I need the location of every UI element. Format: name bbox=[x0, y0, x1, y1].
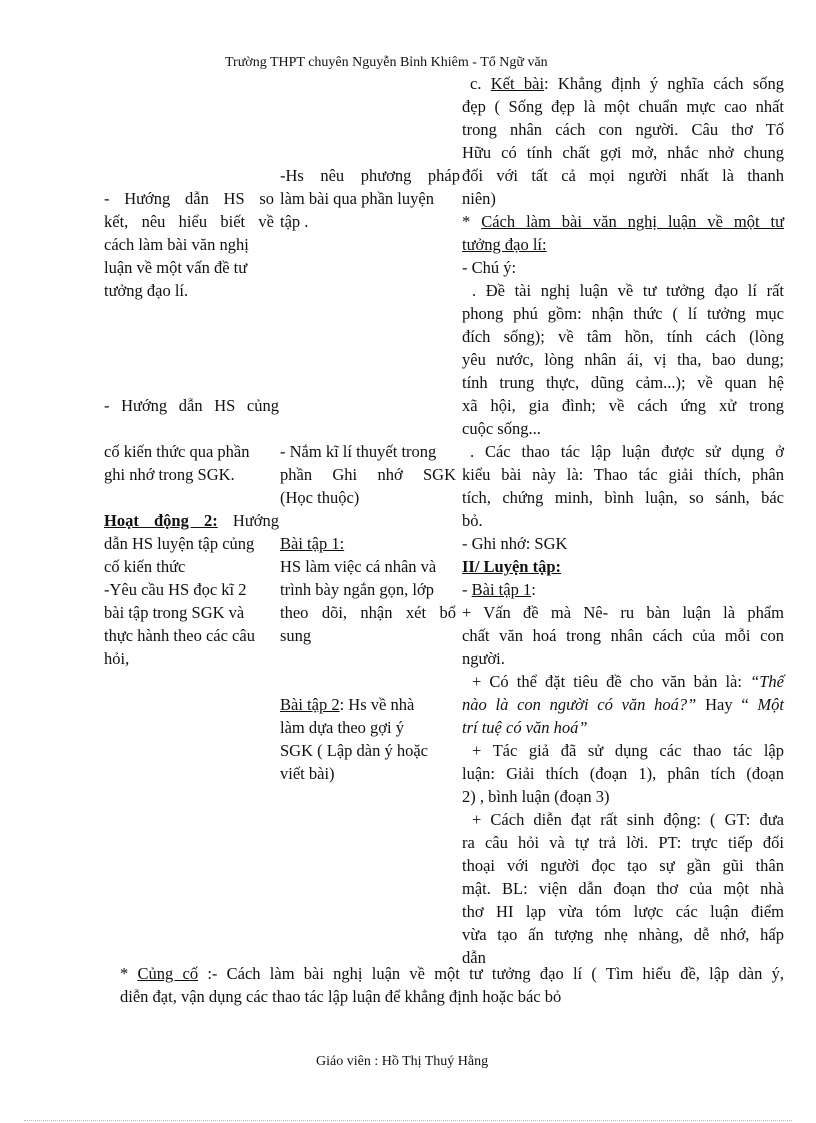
ex1-title-line: - Bài tập 1: bbox=[462, 580, 536, 599]
guide-line-2: kết, nêu hiểu biết về bbox=[104, 212, 274, 231]
method-line-2: làm bài qua phần luyện bbox=[280, 189, 434, 208]
conclusion-heading: Kết bài bbox=[490, 74, 545, 93]
memo: - Ghi nhớ: SGK bbox=[462, 534, 568, 553]
activity2-label: Hoạt động 2: bbox=[104, 511, 218, 530]
ex1-title-suggestion-2: nào là con người có văn hoá?” Hay “ Một bbox=[462, 695, 784, 714]
ops-line-1: . Các thao tác lập luận được sử dụng ở bbox=[470, 442, 784, 461]
ops-used-line-5: ra câu hỏi và tự trả lời. PT: trực tiếp đối bbox=[462, 833, 784, 852]
page-header: Trường THPT chuyên Nguyễn Bỉnh Khiêm - Tổ Ngữ văn bbox=[225, 55, 548, 70]
exercise2-title: Bài tập 2 bbox=[280, 695, 340, 714]
ex1-title: Bài tập 1 bbox=[471, 580, 532, 599]
ops-line-4: bỏ. bbox=[462, 511, 483, 530]
ex1-line-1: + Vấn đề mà Nê- ru bàn luận là phẩm bbox=[462, 603, 784, 622]
ops-used-line-4: + Cách diễn đạt rất sinh động: ( GT: đưa bbox=[472, 810, 784, 829]
exercise1-line-4: sung bbox=[280, 626, 312, 645]
guide-line-3: cách làm bài văn nghị bbox=[104, 235, 249, 254]
exercise1-line-3: theo dõi, nhận xét bổ bbox=[280, 603, 456, 622]
guide-line-5: tưởng đạo lí. bbox=[104, 281, 189, 300]
ops-line-3: tích, chứng minh, bình luận, so sánh, bác bbox=[462, 488, 784, 507]
ops-used-line-6: thoại với người đọc tạo sự gần gũi thân bbox=[462, 856, 784, 875]
consolidate-line-2: cố kiến thức qua phần bbox=[104, 442, 250, 461]
method-title-line-1: * Cách làm bài văn nghị luận về một tư bbox=[462, 212, 785, 231]
consolidation-label: Củng cố bbox=[137, 964, 199, 983]
theory-line-2: phần Ghi nhớ SGK bbox=[280, 465, 456, 484]
request-line-4: hỏi, bbox=[104, 649, 130, 668]
method-note: - Chú ý: bbox=[462, 258, 517, 277]
conclusion-line-1: c. Kết bài: Khẳng định ý nghĩa cách sống bbox=[470, 74, 784, 93]
method-title-line-2: tưởng đạo lí: bbox=[462, 235, 547, 254]
method-line-c: đích sống); về tâm hồn, tính cách (lòng bbox=[462, 327, 784, 346]
method-line-d: yêu nước, lòng nhân ái, vị tha, bao dung; bbox=[462, 350, 784, 369]
exercise2-line-3: SGK ( Lập dàn ý hoặc bbox=[280, 741, 429, 760]
guide-line-4: luận về một vấn đề tư bbox=[104, 258, 248, 277]
consolidate-line-3: ghi nhớ trong SGK. bbox=[104, 465, 235, 484]
ops-used-line-7: mật. BL: viện dẫn đoạn thơ của một nhà bbox=[462, 879, 784, 898]
conclusion-line-5: đối với tất cả mọi người nhất là thanh bbox=[462, 166, 784, 185]
exercise2-line-2: làm dựa theo gợi ý bbox=[280, 718, 404, 737]
request-line-2: bài tập trong SGK và bbox=[104, 603, 245, 622]
ex1-line-3: người. bbox=[462, 649, 505, 668]
method-line-a: . Đề tài nghị luận về tư tưởng đạo lí rất bbox=[472, 281, 784, 300]
method-line-3: tập . bbox=[280, 212, 309, 231]
practice-title: II/ Luyện tập: bbox=[462, 557, 562, 576]
activity2-line-2: dẫn HS luyện tập củng bbox=[104, 534, 255, 553]
ex1-title-suggestion-3: trí tuệ có văn hoá” bbox=[462, 718, 588, 737]
activity2-line-3: cố kiến thức bbox=[104, 557, 186, 576]
exercise2-line-1: Bài tập 2: Hs về nhà bbox=[280, 695, 415, 714]
ex1-title-suggestion: + Có thể đặt tiêu đề cho văn bản là: “Thế bbox=[472, 672, 784, 691]
method-line-g: cuộc sống... bbox=[462, 419, 541, 438]
request-line-3: thực hành theo các câu bbox=[104, 626, 255, 645]
theory-line-1: - Nắm kĩ lí thuyết trong bbox=[280, 442, 437, 461]
page-bottom-divider bbox=[24, 1120, 792, 1121]
ops-line-2: kiểu bài này là: Thao tác giải thích, phân bbox=[462, 465, 784, 484]
guide-line-1: - Hướng dẫn HS so bbox=[104, 189, 274, 208]
method-line-f: xã hội, gia đình; về cách ứng xử trong bbox=[462, 396, 784, 415]
exercise1-title: Bài tập 1: bbox=[280, 534, 345, 553]
method-line-1: -Hs nêu phương pháp bbox=[280, 166, 460, 185]
consolidate-line-1: - Hướng dẫn HS củng bbox=[104, 396, 279, 415]
ops-used-line-2: luận: Giải thích (đoạn 1), phân tích (đoạn bbox=[462, 764, 784, 783]
ops-used-line-9: vừa tạo ấn tượng nhẹ nhàng, dễ nhớ, hấp bbox=[462, 925, 784, 944]
ops-used-line-1: + Tác giả đã sử dụng các thao tác lập bbox=[472, 741, 784, 760]
ops-used-line-8: thơ HI lạp vừa tóm lược các luận điểm bbox=[462, 902, 784, 921]
consolidation-line-1: * Củng cố :- Cách làm bài nghị luận về một tư tưởng đạo lí ( Tìm hiểu đề, lập dàn ý, bbox=[120, 964, 784, 983]
consolidation-line-2: diễn đạt, vận dụng các thao tác lập luận để khẳng định hoặc bác bỏ bbox=[120, 987, 562, 1006]
exercise1-line-2: trình bày ngắn gọn, lớp bbox=[280, 580, 434, 599]
exercise1-line-1: HS làm việc cá nhân và bbox=[280, 557, 437, 576]
conclusion-line-3: trong nhân cách con người. Câu thơ Tố bbox=[462, 120, 784, 139]
conclusion-line-2: đẹp ( Sống đẹp là một chuẩn mực cao nhất bbox=[462, 97, 784, 116]
conclusion-line-4: Hữu có tính chất gợi mở, nhắc nhở chung bbox=[462, 143, 784, 162]
ops-used-line-10: dẫn bbox=[462, 948, 486, 967]
page-footer: Giáo viên : Hồ Thị Thuý Hằng bbox=[316, 1054, 489, 1069]
ex1-line-2: chất văn hoá trong nhân cách của mỗi con bbox=[462, 626, 784, 645]
request-line-1: -Yêu cầu HS đọc kĩ 2 bbox=[104, 580, 247, 599]
exercise2-line-4: viết bài) bbox=[280, 764, 335, 783]
activity2-line-1: Hoạt động 2: Hướng bbox=[104, 511, 279, 530]
conclusion-line-6: niên) bbox=[462, 189, 496, 208]
method-line-b: phong phú gồm: nhận thức ( lí tưởng mục bbox=[462, 304, 784, 323]
ops-used-line-3: 2) , bình luận (đoạn 3) bbox=[462, 787, 610, 806]
method-line-e: tính trung thực, dũng cảm...); về quan hệ bbox=[462, 373, 784, 392]
theory-line-3: (Học thuộc) bbox=[280, 488, 360, 507]
